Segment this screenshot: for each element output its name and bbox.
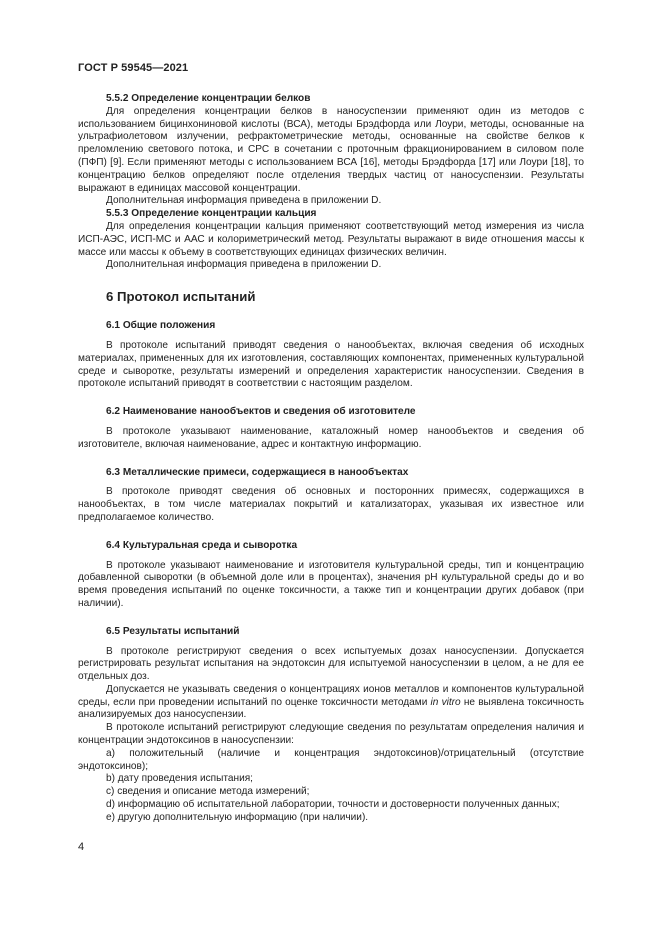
page-number: 4 [78, 841, 85, 853]
section-6-5-paragraph-1: В протоколе регистрируют сведения о всех испытуемых дозах наносуспензии. Допускается регистрировать результат испытания на эндотоксин для испытуемой наносуспензии в целом, а не для ее отдельных доз. [78, 645, 584, 683]
list-item: d) информацию об испытательной лаборатории, точности и достоверности полученных данных; [106, 799, 560, 811]
document-body [78, 93, 584, 825]
list-item: c) сведения и описание метода измерений; [106, 786, 310, 798]
section-6-3-paragraph: В протоколе приводят сведения об основных и посторонних примесях, содержащихся в нанообъектах, в том числе материалах покрытий и катализаторах, указывая их известное или предполагаемое количество. [78, 486, 584, 523]
paragraph-text: не выявлена токсичность анализируемых доз наносуспензии. [78, 696, 584, 721]
section-6-4-paragraph: В протоколе указывают наименование и изготовителя культуральной среды, тип и концентрацию добавленной сыворотки (в объемной доле или в процентах), значения pH культуральной среды до и во время проведения испытаний по оценке токсичности, а также тип и концентрации других добавок (при наличии). [78, 559, 584, 609]
section-5-5-2-title: 5.5.2 Определение концентрации белков [106, 93, 311, 104]
section-6-2-paragraph: В протоколе указывают наименование, каталожный номер нанообъектов и сведения об изготовителе, включая наименование, адрес и контактную информацию. [78, 425, 584, 450]
section-5-5-2-paragraph: Для определения концентрации белков в наносуспензии применяют один из методов с использованием бицинхониновой кислоты (ВСА), методы Брэдфорда или Лоури, методы, основанные на ультрафиолетовом излучении, рефрактометрические методы, основанные на свойстве белков к преломлению светового потока, и СРС в сочетании с проточным фракционированием в силовом поле (ПФП) [9]. Если применяют методы с использованием ВСА [16], методы Брэдфорда [17] или Лоури [18], то концентрацию белков определяют после отделения твердых частиц от наносуспензии. Результаты выражают в единицах массовой концентрации. [78, 105, 584, 194]
section-6-2-title: 6.2 Наименование нанообъектов и сведения об изготовителе [106, 406, 416, 418]
section-6-5-paragraph-2 [78, 684, 584, 722]
section-6-5-paragraph-3: В протоколе испытаний регистрируют следующие сведения по результатам определения наличия и концентрации эндотоксинов в наносуспензии: [78, 722, 584, 747]
section-5-5-2-note: Дополнительная информация приведена в приложении D. [106, 195, 382, 207]
italic-term: in vitro [430, 696, 461, 708]
paragraph-text: Допускается не указывать сведения о концентрациях ионов металлов и компонентов культуральной среды, если при проведении испытаний по оценке токсичности методами [78, 683, 584, 708]
section-6-1-paragraph: В протоколе испытаний приводят сведения о нанообъектах, включая сведения об исходных материалах, примененных для их изготовления, составляющих компонентах, примененных культуральной среде и сыворотке, результаты измерений и определения характеристик наносуспензии. Сведения в протоколе испытаний приводят в соответствии с настоящим разделом. [78, 339, 584, 390]
list-item: e) другую дополнительную информацию (при наличии). [106, 811, 369, 823]
section-6-title: 6 Протокол испытаний [106, 289, 256, 305]
list-item: b) дату проведения испытания; [106, 773, 253, 785]
list-item: a) положительный (наличие и концентрация эндотоксинов)/отрицательный (отсутствие эндотоксинов); [78, 747, 584, 772]
section-5-5-3-paragraph: Для определения концентрации кальция применяют соответствующий метод измерения из числа ИСП-АЭС, ИСП-МС и ААС и колориметрический метод. Результаты выражают в виде отношения массы к массе или массы к объему в соответствующих единицах физических величин. [78, 220, 584, 258]
document-header: ГОСТ Р 59545—2021 [78, 62, 189, 74]
section-5-5-3-title: 5.5.3 Определение концентрации кальция [106, 208, 317, 220]
section-6-1-title: 6.1 Общие положения [106, 320, 216, 332]
section-6-3-title: 6.3 Металлические примеси, содержащиеся в нанообъектах [106, 466, 409, 478]
section-5-5-3-note: Дополнительная информация приведена в приложении D. [106, 259, 382, 271]
section-6-4-title: 6.4 Культуральная среда и сыворотка [106, 539, 298, 551]
section-6-5-title: 6.5 Результаты испытаний [106, 625, 240, 637]
